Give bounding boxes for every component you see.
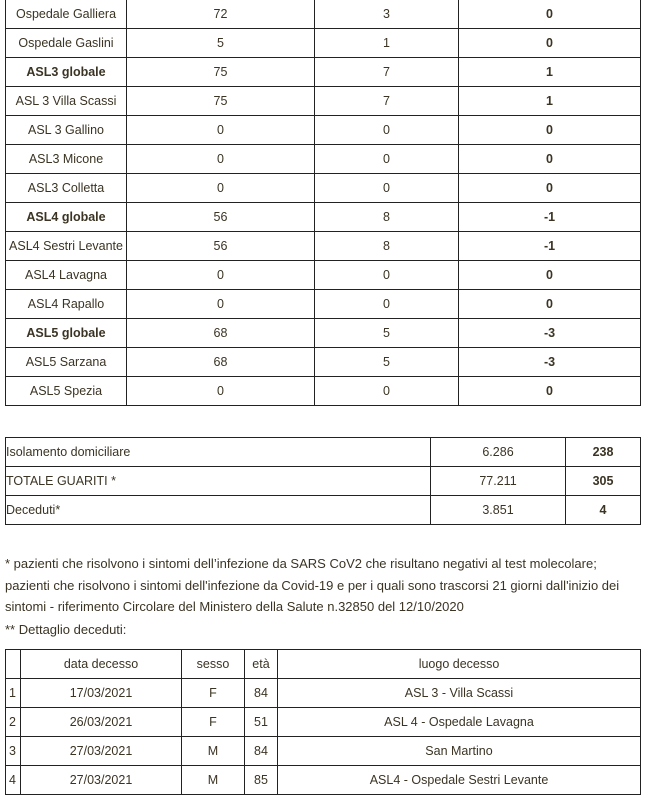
delta-cell: -3 (459, 348, 641, 377)
table-row (6, 261, 641, 290)
table-row (6, 438, 641, 467)
table-row (6, 467, 641, 496)
table-row (6, 0, 641, 29)
death-date: 27/03/2021 (21, 766, 182, 795)
delta-cell: 0 (459, 145, 641, 174)
value-cell: 5 (127, 29, 315, 58)
value-cell: 75 (127, 87, 315, 116)
value-cell: 56 (127, 232, 315, 261)
value-cell: 0 (127, 377, 315, 406)
value-cell: 1 (315, 29, 459, 58)
value-cell: 0 (315, 261, 459, 290)
table-row (6, 116, 641, 145)
table-row (6, 29, 641, 58)
value-cell: 75 (127, 58, 315, 87)
delta-cell: 0 (459, 377, 641, 406)
table-row (6, 145, 641, 174)
value-cell: 7 (315, 58, 459, 87)
value-cell: 7 (315, 87, 459, 116)
value-cell: 8 (315, 203, 459, 232)
delta-cell: 1 (459, 87, 641, 116)
value-cell: 3 (315, 0, 459, 29)
facility-name: ASL3 Colletta (6, 174, 127, 203)
death-age: 51 (245, 708, 278, 737)
value-cell: 72 (127, 0, 315, 29)
delta-cell: -1 (459, 203, 641, 232)
facility-name: ASL4 Sestri Levante (6, 232, 127, 261)
hospitals-table (5, 0, 641, 406)
value-cell: 0 (127, 290, 315, 319)
totals-table (5, 437, 641, 525)
deaths-header-row (6, 650, 641, 679)
death-date: 27/03/2021 (21, 737, 182, 766)
value-cell: 0 (127, 261, 315, 290)
value-cell: 0 (127, 116, 315, 145)
delta-cell: -3 (459, 319, 641, 348)
facility-name: ASL3 globale (6, 58, 127, 87)
column-header: sesso (182, 650, 245, 679)
value-cell: 0 (315, 377, 459, 406)
table-row (6, 319, 641, 348)
death-place: ASL 4 - Ospedale Lavagna (278, 708, 641, 737)
table-row (6, 496, 641, 525)
death-n: 3 (6, 737, 21, 766)
deaths-heading: ** Dettaglio deceduti: (5, 622, 127, 637)
value-cell: 5 (315, 319, 459, 348)
value-cell: 0 (315, 145, 459, 174)
facility-name: ASL4 globale (6, 203, 127, 232)
value-cell: 68 (127, 348, 315, 377)
column-header: età (245, 650, 278, 679)
value-cell: 0 (315, 116, 459, 145)
death-place: San Martino (278, 737, 641, 766)
facility-name: Ospedale Galliera (6, 0, 127, 29)
delta-cell: 0 (459, 290, 641, 319)
table-row (6, 203, 641, 232)
death-sex: F (182, 679, 245, 708)
delta-cell: 0 (459, 261, 641, 290)
facility-name: ASL5 Spezia (6, 377, 127, 406)
facility-name: ASL5 Sarzana (6, 348, 127, 377)
death-n: 4 (6, 766, 21, 795)
facility-name: ASL3 Micone (6, 145, 127, 174)
value-cell: 68 (127, 319, 315, 348)
table-row (6, 679, 641, 708)
value-cell: 0 (127, 145, 315, 174)
delta-cell: 1 (459, 58, 641, 87)
table-row (6, 232, 641, 261)
total-value: 77.211 (431, 467, 566, 496)
death-age: 85 (245, 766, 278, 795)
column-header (6, 650, 21, 679)
facility-name: ASL4 Rapallo (6, 290, 127, 319)
delta-cell: 0 (459, 174, 641, 203)
value-cell: 56 (127, 203, 315, 232)
column-header: luogo decesso (278, 650, 641, 679)
death-n: 1 (6, 679, 21, 708)
facility-name: ASL5 globale (6, 319, 127, 348)
death-place: ASL4 - Ospedale Sestri Levante (278, 766, 641, 795)
death-sex: M (182, 766, 245, 795)
column-header: data decesso (21, 650, 182, 679)
delta-cell: 0 (459, 29, 641, 58)
table-row (6, 174, 641, 203)
facility-name: ASL 3 Villa Scassi (6, 87, 127, 116)
value-cell: 0 (315, 174, 459, 203)
table-row (6, 87, 641, 116)
total-value: 3.851 (431, 496, 566, 525)
death-place: ASL 3 - Villa Scassi (278, 679, 641, 708)
value-cell: 0 (315, 290, 459, 319)
death-sex: M (182, 737, 245, 766)
delta-cell: 238 (566, 438, 641, 467)
table-row (6, 58, 641, 87)
death-date: 26/03/2021 (21, 708, 182, 737)
total-label: TOTALE GUARITI * (6, 467, 431, 496)
death-date: 17/03/2021 (21, 679, 182, 708)
facility-name: ASL 3 Gallino (6, 116, 127, 145)
value-cell: 5 (315, 348, 459, 377)
total-label: Deceduti* (6, 496, 431, 525)
table-row (6, 708, 641, 737)
footnote: * pazienti che risolvono i sintomi dell’infezione da SARS CoV2 che risultano negativi al test molecolare; pazienti che risolvono i sintomi dell'infezione da Covid-19 e per i quali sono trascorsi 21 giorni dall'inizio dei sintomi - riferimento Circolare del Ministero della Salute n.32850 del 12/10/2020 (5, 556, 620, 614)
death-sex: F (182, 708, 245, 737)
death-age: 84 (245, 679, 278, 708)
table-row (6, 348, 641, 377)
delta-cell: 0 (459, 0, 641, 29)
delta-cell: 0 (459, 116, 641, 145)
table-row (6, 377, 641, 406)
table-row (6, 766, 641, 795)
facility-name: Ospedale Gaslini (6, 29, 127, 58)
death-age: 84 (245, 737, 278, 766)
total-label: Isolamento domiciliare (6, 438, 431, 467)
table-row (6, 737, 641, 766)
delta-cell: -1 (459, 232, 641, 261)
death-n: 2 (6, 708, 21, 737)
value-cell: 0 (127, 174, 315, 203)
total-value: 6.286 (431, 438, 566, 467)
value-cell: 8 (315, 232, 459, 261)
delta-cell: 4 (566, 496, 641, 525)
deaths-table (5, 649, 641, 795)
delta-cell: 305 (566, 467, 641, 496)
table-row (6, 290, 641, 319)
facility-name: ASL4 Lavagna (6, 261, 127, 290)
